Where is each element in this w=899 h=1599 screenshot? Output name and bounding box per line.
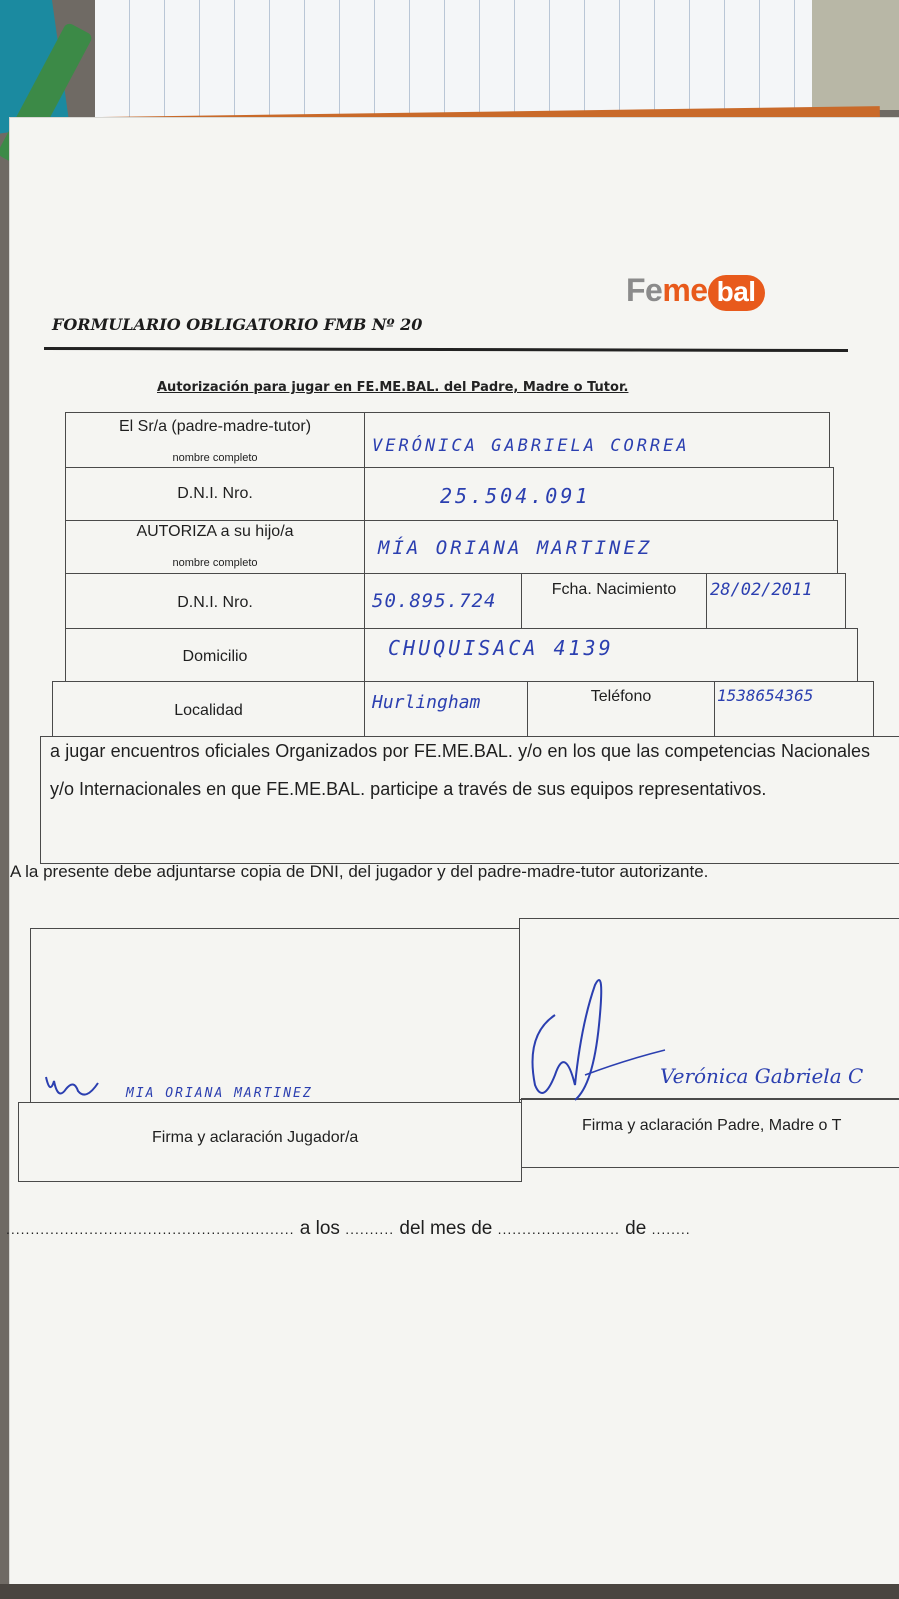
child-dni-label: D.N.I. Nro. [177, 594, 253, 611]
parent-name-value: VERÓNICA GABRIELA CORREA [372, 436, 690, 456]
logo-bal: bal [708, 275, 765, 311]
parent-signature-underline [585, 1050, 665, 1075]
player-signature-stroke [46, 1077, 98, 1095]
del-mes-de-text: del mes de [399, 1218, 493, 1239]
parent-signature [515, 965, 675, 1125]
place-dots: ........................................................... [6, 1221, 295, 1237]
a-los-text: a los [299, 1218, 340, 1239]
place-date-line [6, 1218, 691, 1240]
address-value: CHUQUISACA 4139 [388, 636, 614, 660]
parent-handwritten-name: Verónica Gabriela C [660, 1064, 864, 1088]
child-dni-value: 50.895.724 [372, 590, 497, 612]
child-sublabel: nombre completo [172, 557, 258, 569]
year-dots: ........ [651, 1221, 691, 1237]
logo-me: me [662, 272, 708, 308]
attachment-note: A la presente debe adjuntarse copia de DNI, del jugador y del padre-madre-tutor autorizante. [10, 862, 709, 881]
authorization-paragraph: a jugar encuentros oficiales Organizados por FE.ME.BAL. y/o en los que las competencias Nacionales y/o Internacionales en que FE.ME.BAL. participe a través de sus equipos representativos. [50, 741, 870, 799]
form-subtitle: Autorización para jugar en FE.ME.BAL. del Padre, Madre o Tutor. [157, 380, 629, 395]
parent-signature-label: Firma y aclaración Padre, Madre o T [582, 1117, 842, 1134]
parent-signature-stroke [533, 980, 602, 1100]
player-handwritten-name: MIA ORIANA MARTINEZ [126, 1086, 313, 1101]
logo-fe: Fe [626, 272, 663, 308]
phone-label: Teléfono [590, 688, 652, 705]
player-signature [40, 1065, 120, 1115]
child-name-value: MÍA ORIANA MARTINEZ [378, 537, 653, 559]
parent-sublabel: nombre completo [172, 452, 258, 464]
parent-label: El Sr/a (padre-madre-tutor) [118, 418, 312, 435]
phone-value: 1538654365 [717, 686, 814, 705]
city-label: Localidad [174, 702, 243, 719]
month-dots: ......................... [497, 1221, 620, 1237]
parent-dni-cell [364, 467, 834, 521]
player-signature-label: Firma y aclaración Jugador/a [152, 1129, 359, 1146]
city-value: Hurlingham [372, 692, 481, 713]
parent-dni-label: D.N.I. Nro. [177, 485, 253, 502]
day-dots: .......... [345, 1221, 395, 1237]
parent-dni-value: 25.504.091 [440, 484, 591, 508]
birth-date-value: 28/02/2011 [710, 580, 813, 600]
de-text: de [625, 1218, 647, 1239]
birth-label: Fcha. Nacimiento [551, 581, 677, 598]
child-label: AUTORIZA a su hijo/a [136, 523, 294, 540]
address-label: Domicilio [182, 648, 248, 665]
form-title: FORMULARIO OBLIGATORIO FMB Nº 20 [52, 315, 423, 334]
